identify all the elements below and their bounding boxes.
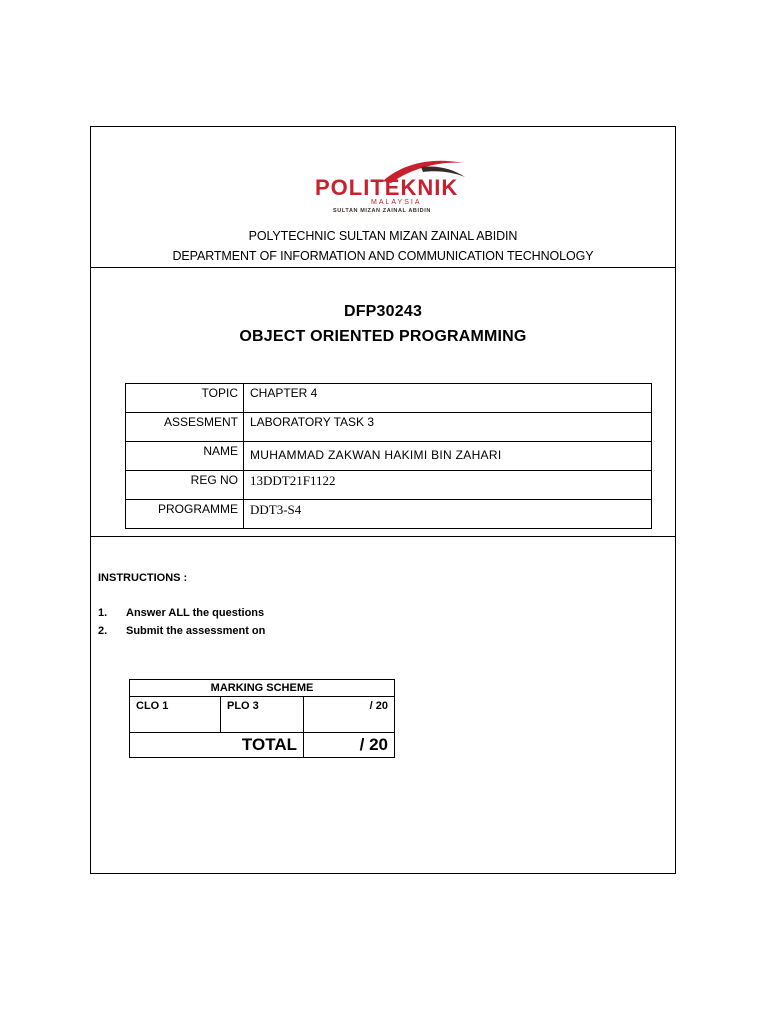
clo-cell: CLO 1 (130, 697, 221, 733)
info-label: PROGRAMME (126, 500, 244, 529)
info-label: NAME (126, 442, 244, 471)
list-item-text: Submit the assessment on (126, 625, 266, 637)
cover-page-frame (90, 126, 676, 874)
info-label: ASSESMENT (126, 413, 244, 442)
info-row-name (126, 442, 652, 471)
info-row-topic (126, 384, 652, 413)
total-label: TOTAL (130, 733, 304, 758)
list-item-number: 2. (98, 625, 108, 637)
marking-scheme-row (130, 697, 395, 733)
course-title: OBJECT ORIENTED PROGRAMMING (239, 328, 527, 345)
score-cell: / 20 (304, 697, 395, 733)
logo-subtext: MALAYSIA (371, 199, 422, 206)
plo-cell: PLO 3 (221, 697, 304, 733)
info-value: DDT3-S4 (244, 500, 652, 529)
list-item (98, 622, 265, 640)
marking-scheme-title: MARKING SCHEME (130, 680, 395, 697)
list-item-number: 1. (98, 607, 108, 619)
logo-tagline: SULTAN MIZAN ZAINAL ABIDIN (333, 208, 431, 214)
section-divider (91, 536, 675, 537)
info-row-programme (126, 500, 652, 529)
info-row-reg-no (126, 471, 652, 500)
instructions-heading: INSTRUCTIONS : (98, 572, 188, 584)
politeknik-logo (313, 145, 479, 215)
marking-total-row (130, 733, 395, 758)
institution-name: POLYTECHNIC SULTAN MIZAN ZAINAL ABIDIN (248, 229, 518, 243)
total-score: / 20 (304, 733, 395, 758)
info-row-assessment (126, 413, 652, 442)
list-item (98, 604, 265, 622)
course-code: DFP30243 (343, 303, 423, 320)
info-value: CHAPTER 4 (244, 384, 652, 413)
list-item-text: Answer ALL the questions (126, 607, 265, 619)
instructions-list (98, 604, 265, 640)
header-divider (91, 267, 675, 268)
info-label: TOPIC (126, 384, 244, 413)
department-name: DEPARTMENT OF INFORMATION AND COMMUNICATION TECHNOLOGY (172, 249, 594, 263)
marking-scheme-header-row (130, 680, 395, 697)
marking-scheme-table (129, 679, 395, 758)
student-info-table (125, 383, 652, 529)
logo-wordmark: POLITEKNIK (315, 175, 459, 200)
info-value: LABORATORY TASK 3 (244, 413, 652, 442)
info-value: 13DDT21F1122 (244, 471, 652, 500)
info-value: MUHAMMAD ZAKWAN HAKIMI BIN ZAHARI (244, 442, 652, 471)
info-label: REG NO (126, 471, 244, 500)
